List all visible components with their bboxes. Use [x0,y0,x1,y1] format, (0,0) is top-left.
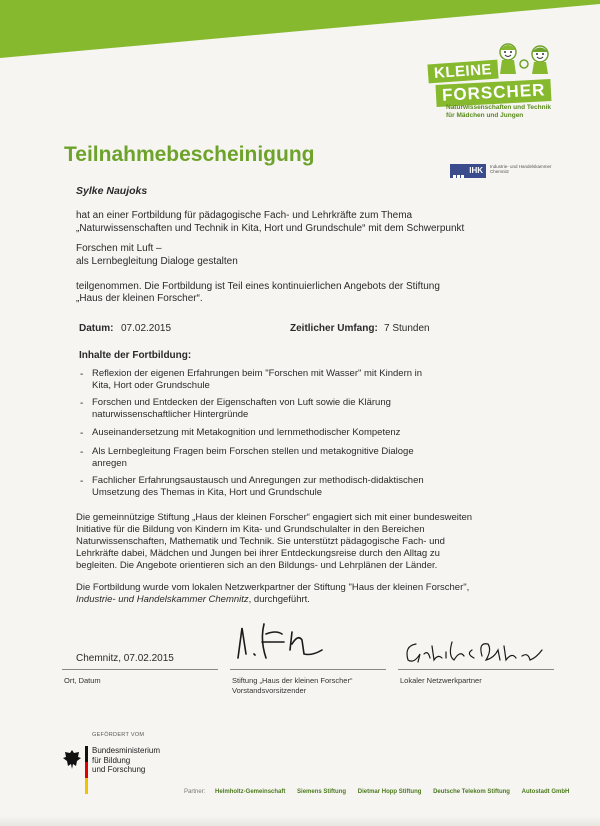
partner-signature-icon [402,636,552,670]
about-line-1: Die gemeinnützige Stiftung „Haus der kleinen Forscher“ engagiert sich mit einer bundesweiten [76,512,473,523]
partner-name: Helmholtz-Gemeinschaft [215,789,286,795]
foundation-label-2: Vorstandsvorsitzender [232,686,307,695]
local-partner-name: Industrie- und Handelskammer Chemnitz [76,594,249,605]
completion-line-1: teilgenommen. Die Fortbildung ist Teil eines kontinuierlichen Angebots der Stiftung [76,281,440,292]
list-item-line: anregen [92,458,127,469]
logo-line-forscher: FORSCHER [436,79,552,107]
bullet-dash: - [80,428,84,439]
signature-line-partner [398,669,554,670]
federal-eagle-icon [62,748,82,770]
place-date-label: Ort, Datum [64,676,101,685]
conducted-suffix: , durchgeführt. [248,594,310,605]
conducted-line-1: Die Fortbildung wurde vom lokalen Netzwerkpartner der Stiftung "Haus der kleinen Forscher", [76,582,470,593]
page-bottom-edge [0,816,600,826]
bullet-dash: - [80,369,84,380]
funding-label: GEFÖRDERT VOM [92,732,145,738]
scope-label: Zeitlicher Umfang: [290,323,378,334]
ministry-line-3: und Forschung [92,765,146,774]
ministry-line-2: für Bildung [92,755,131,765]
partner-name: Dietmar Hopp Stiftung [357,789,422,795]
conducted-line-2 [76,594,310,607]
scope-value: 7 Stunden [384,323,430,334]
list-item-line: Umsetzung des Themas in Kita, Hort und Grundschule [92,487,323,498]
intro-line-2: „Naturwissenschaften und Technik in Kita, Hort und Grundschule“ mit dem Schwerpunkt [76,223,465,234]
partner-name: Siemens Stiftung [297,789,347,795]
german-flag-bar [85,746,88,794]
focus-line-1: Forschen mit Luft – [76,243,162,254]
about-line-4: Lehrkräfte dabei, Mädchen und Jungen bei ihrer Entdeckungsreise durch den Alltag zu [76,548,440,559]
contents-heading: Inhalte der Fortbildung: [79,350,192,361]
about-line-2: Initiative für die Bildung von Kindern im Kita- und Grundschulalter in den Bereichen [76,524,425,535]
list-item-line: Auseinandersetzung mit Metakognition und lernmethodischer Kompetenz [92,427,401,438]
foundation-label-1: Stiftung „Haus der kleinen Forscher“ [232,676,353,685]
ministry-name [92,746,160,775]
bullet-dash: - [80,476,84,487]
ihk-mark [450,164,486,178]
logo-tagline-1: Naturwissenschaften und Technik [446,104,551,111]
ihk-mark-text: IHK [469,166,483,175]
children-illustration-icon [488,40,560,74]
list-item-line: Fachlicher Erfahrungsaustausch und Anregungen zur methodisch-didaktischen [92,475,424,486]
intro-line-1: hat an einer Fortbildung für pädagogische Fach- und Lehrkräfte zum Thema [76,210,413,221]
place-date: Chemnitz, 07.02.2015 [76,653,174,664]
completion-line-2: „Haus der kleinen Forscher“. [76,293,203,304]
ihk-logo [450,164,558,178]
participant-name: Sylke Naujoks [76,185,148,197]
signature-line-foundation [230,669,386,670]
ministry-line-1: Bundesministerium [92,746,161,755]
bullet-dash: - [80,398,84,409]
partners-row [184,789,579,795]
bmbf-logo [58,742,178,794]
ihk-name: Industrie- und Handelskammer Chemnitz [490,164,552,174]
kleine-forscher-logo [428,40,588,120]
list-item-line: naturwissenschaftlicher Hintergründe [92,409,249,420]
bullet-dash: - [80,447,84,458]
date-value: 07.02.2015 [121,323,172,334]
about-line-5: begleiten. Die Angebote orientieren sich an den Bildungs- und Lehrplänen der Länder. [76,560,438,571]
list-item-line: Reflexion der eigenen Erfahrungen beim "Forschen mit Wasser" mit Kindern in [92,368,423,379]
partner-name: Deutsche Telekom Stiftung [433,789,510,795]
date-label: Datum: [79,323,114,334]
list-item-line: Forschen und Entdecken der Eigenschaften von Luft sowie die Klärung [92,397,391,408]
logo-tagline-2: für Mädchen und Jungen [446,112,524,119]
signature-line-place [62,669,218,670]
logo-line-kleine: KLEINE [427,60,498,84]
foundation-signature-icon [232,620,332,664]
local-partner-label: Lokaler Netzwerkpartner [400,676,482,685]
partners-label: Partner: [184,789,206,795]
list-item-line: Als Lernbegleitung Fragen beim Forschen stellen und metakognitive Dialoge [92,446,414,457]
about-line-3: Naturwissenschaften, Mathematik und Technik. Sie unterstützt pädagogische Fach- und [76,536,445,547]
focus-line-2: als Lernbegleitung Dialoge gestalten [76,256,238,267]
partner-name: Autostadt GmbH [521,789,570,795]
list-item-line: Kita, Hort oder Grundschule [92,380,210,391]
certificate-title: Teilnahmebescheinigung [64,143,315,166]
